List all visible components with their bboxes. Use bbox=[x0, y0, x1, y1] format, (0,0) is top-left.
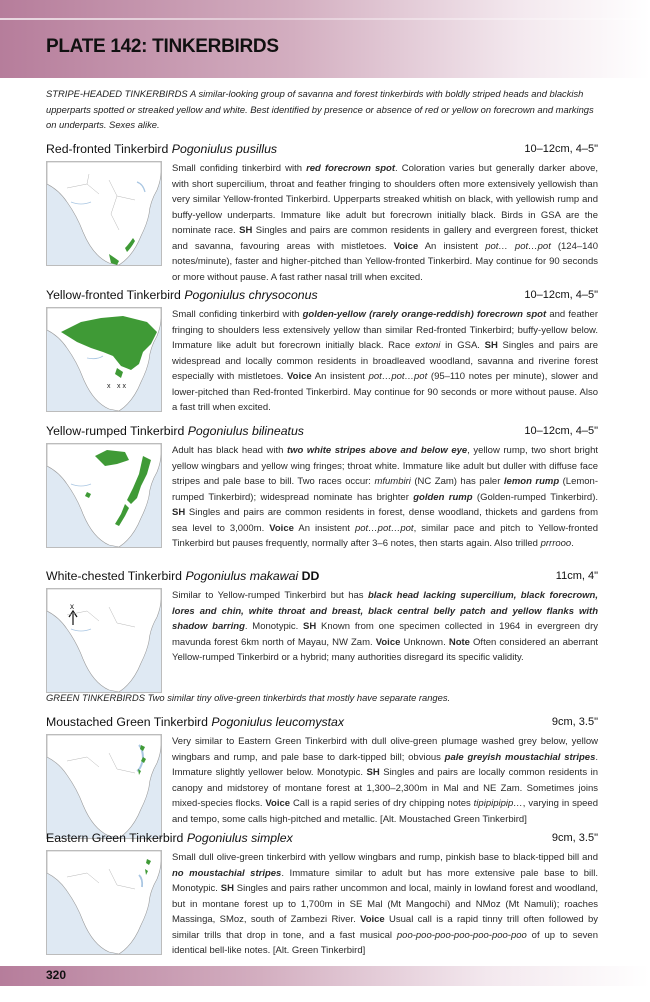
size: 10–12cm, 4–5" bbox=[524, 425, 598, 437]
size: 9cm, 3.5" bbox=[551, 716, 598, 728]
common-name: Red-fronted Tinkerbird bbox=[46, 142, 169, 156]
range-map-yellow-fronted bbox=[46, 307, 162, 412]
svg-text:x: x bbox=[107, 383, 111, 390]
intro-lead: STRIPE-HEADED TINKERBIRDS bbox=[46, 88, 188, 99]
intro-text: A similar-looking group of savanna and forest tinkerbirds with boldly striped heads and blackish upperparts spotted or streaked yellow and white. Best identified by presence or absence of red or yellow on forecrown and markings on underparts. Sexes alike. bbox=[46, 88, 594, 131]
size: 9cm, 3.5" bbox=[551, 832, 598, 844]
page-number: 320 bbox=[46, 968, 67, 982]
species-entry-red-fronted bbox=[46, 140, 598, 285]
header-rule bbox=[0, 18, 650, 20]
species-description: Small confiding tinkerbird with golden-yellow (rarely orange-reddish) forecrown spot and feather fringing to shoulders less extensively yellow than similar Red-fronted Tinkerbird; buffy-yellow below. Immature like adult but forecrown initially black. Race extoni in GSA. SH Singles and pairs are widespread and locally common residents in broadleaved woodland, savanna and riverine forest especially with mistletoes. Voice An insistent pot…pot…pot (95–110 notes per minute), slower and lower-pitched than Red-fronted Tinkerbird. May continue for 90 seconds or more without pause. Also a fast trill when excited. bbox=[172, 309, 599, 413]
scientific-name: Pogoniulus chrysoconus bbox=[184, 288, 318, 302]
species-entry-moustached-green bbox=[46, 713, 598, 827]
species-entry-yellow-fronted bbox=[46, 286, 598, 416]
intro-stripe-headed bbox=[46, 86, 598, 133]
intro-green-tinkerbirds bbox=[46, 690, 598, 706]
footer-band bbox=[0, 966, 650, 986]
species-heading bbox=[46, 286, 598, 304]
size: 10–12cm, 4–5" bbox=[524, 289, 598, 301]
species-heading bbox=[46, 422, 598, 440]
range-map-white-chested bbox=[46, 588, 162, 693]
species-heading bbox=[46, 713, 598, 731]
range-map-eastern-green bbox=[46, 850, 162, 955]
species-heading bbox=[46, 567, 598, 585]
intro-text: Two similar tiny olive-green tinkerbirds that mostly have separate ranges. bbox=[147, 692, 451, 703]
range-map-yellow-rumped bbox=[46, 443, 162, 548]
range-map-moustached-green bbox=[46, 734, 162, 839]
conservation-status: DD bbox=[301, 569, 320, 583]
svg-text:x x: x x bbox=[117, 383, 126, 390]
species-description: Similar to Yellow-rumped Tinkerbird but has black head lacking supercilium, black forecrown, lores and chin, white throat and breast, black central belly patch and yellow flanks with shadow barring. Monotypic. SH Known from one specimen collected in 1964 in evergreen dry mavunda forest 6km north of Mayau, NW Zam. Voice Unknown. Note Often considered an aberrant Yellow-rumped Tinkerbird or a hybrid; many authorities disregard its specific validity. bbox=[172, 590, 599, 663]
plate-title: PLATE 142: TINKERBIRDS bbox=[46, 36, 279, 57]
species-entry-eastern-green bbox=[46, 829, 598, 959]
scientific-name: Pogoniulus pusillus bbox=[171, 142, 278, 156]
common-name: Yellow-fronted Tinkerbird bbox=[46, 288, 181, 302]
svg-text:x: x bbox=[70, 602, 74, 611]
species-heading bbox=[46, 140, 598, 158]
species-description: Very similar to Eastern Green Tinkerbird with dull olive-green plumage washed grey below, yellow wingbars and rump, and pale base to dark-tipped bill; obvious pale greyish moustachial stripes. Immature slightly yellower below. Monotypic. SH Singles and pairs are locally common residents in canopy and midstorey of montane forest at 1,300–2,300m in Mal and NE Zam. Sometimes joins mixed-species flocks. Voice Call is a rapid series of dry chipping notes tipipipipip…, varying in speed and tempo, some calls high-pitched and metallic. [Alt. Moustached Green Tinkerbird] bbox=[172, 736, 599, 825]
common-name: Yellow-rumped Tinkerbird bbox=[46, 424, 185, 438]
species-description: Small dull olive-green tinkerbird with yellow wingbars and rump, pinkish base to black-tipped bill and no moustachial stripes. Immature similar to adult but has more extensive pale base to bill. Monotypic. SH Singles and pairs rather uncommon and local, mainly in lowland forest and woodland, but in montane forest up to 1,700m in SE Mal (Mt Mangochi) and NMoz (Mt Namuli); roaches Massinga, SMoz, south of Zambezi River. Voice Usual call is a rapid tinny trill often followed by similar trills that drop in tone, and a fast musical poo-poo-poo-poo-poo-poo-poo of up to seven identical bell-like notes. [Alt. Green Tinkerbird] bbox=[172, 852, 599, 956]
common-name: Eastern Green Tinkerbird bbox=[46, 831, 184, 845]
species-entry-yellow-rumped bbox=[46, 422, 598, 552]
scientific-name: Pogoniulus leucomystax bbox=[211, 715, 345, 729]
size: 11cm, 4" bbox=[555, 570, 598, 582]
scientific-name: Pogoniulus simplex bbox=[186, 831, 293, 845]
intro-lead: GREEN TINKERBIRDS bbox=[46, 692, 145, 703]
species-description: Small confiding tinkerbird with red forecrown spot. Coloration varies but generally darker above, with short supercilium, throat and feather fringing to shoulders often more extensively yellowish than very similar Yellow-fronted Tinkerbird. Upperparts streaked whitish on black, with yellowish rump and buffy-yellow underparts. Immature like adult but forecrown initially black. Birds in GSA are the nominate race. SH Singles and pairs are common residents in gallery and evergreen forest, thicket and savanna, favouring areas with mistletoes. Voice An insistent pot… pot…pot (124–140 notes/minute), faster and higher-pitched than Yellow-fronted Tinkerbird. May continue for 90 seconds or more without pause. A fast rather nasal trill when excited. bbox=[172, 163, 598, 283]
range-map-red-fronted bbox=[46, 161, 162, 266]
species-entry-white-chested bbox=[46, 567, 598, 666]
scientific-name: Pogoniulus bilineatus bbox=[187, 424, 304, 438]
size: 10–12cm, 4–5" bbox=[524, 143, 598, 155]
common-name: White-chested Tinkerbird bbox=[46, 569, 183, 583]
species-heading bbox=[46, 829, 598, 847]
scientific-name: Pogoniulus makawai bbox=[185, 569, 299, 583]
species-description: Adult has black head with two white stripes above and below eye, yellow rump, two short bright yellow wingbars and yellow wing fringes; throat white. Immature like adult but duller with diffuse face stripes and pale base to bill. Two races occur: mfumbiri (NC Zam) has paler lemon rump (Lemon-rumped Tinkerbird); widespread nominate has brighter golden rump (Golden-rumped Tinkerbird). SH Singles and pairs are common residents in forest, dense woodland, thickets and gardens from sea level to 3,000m. Voice An insistent pot…pot…pot, similar pace and pitch to Yellow-fronted Tinkerbird but pauses frequently, normally after 3–6 notes, then starts again. Also trilled prrrooo. bbox=[172, 445, 599, 549]
common-name: Moustached Green Tinkerbird bbox=[46, 715, 208, 729]
